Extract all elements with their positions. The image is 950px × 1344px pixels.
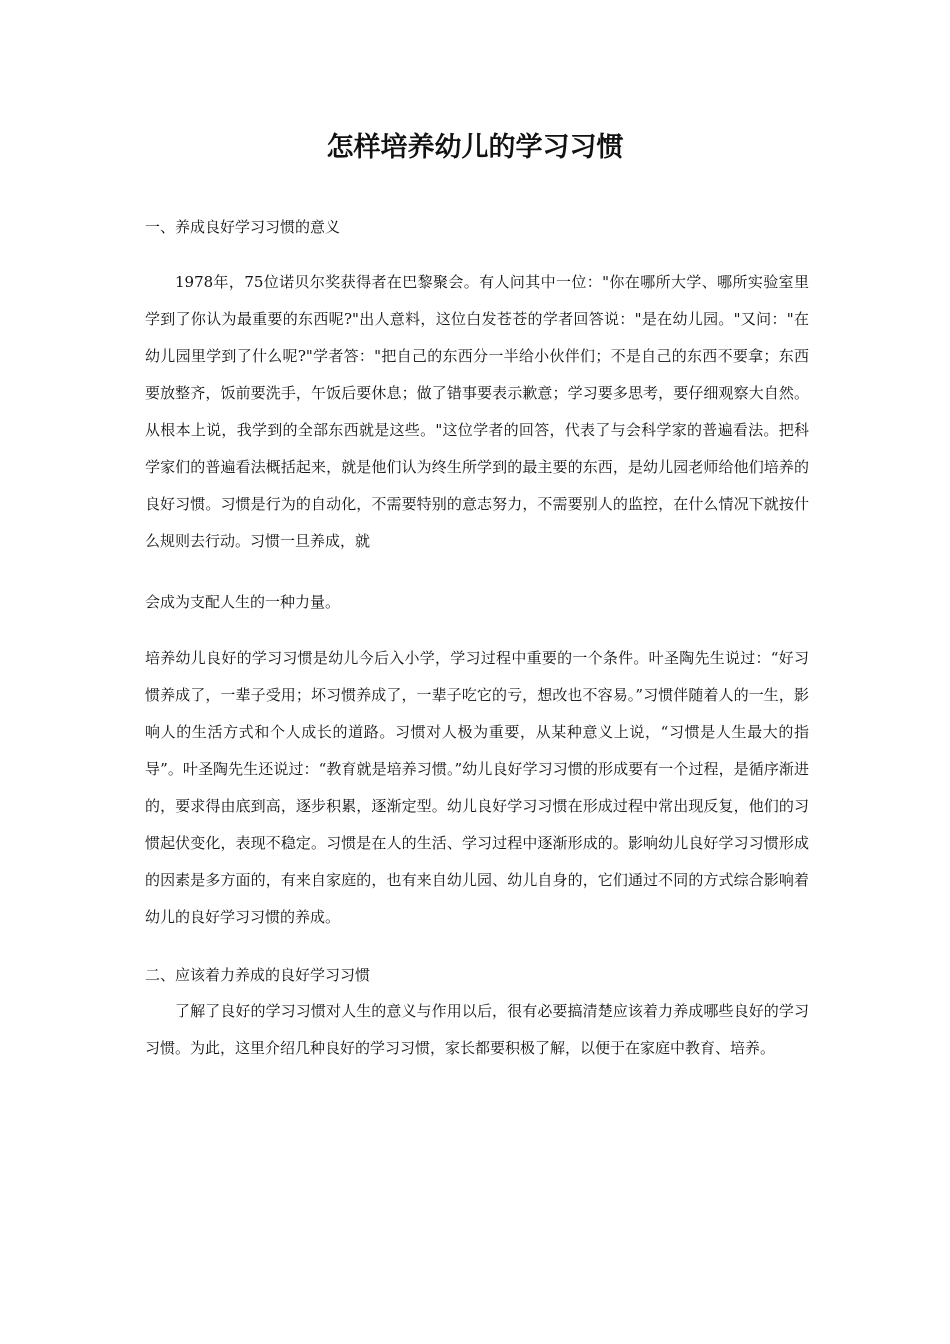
paragraph-habit-importance: 培养幼儿良好的学习习惯是幼儿今后入小学，学习过程中重要的一个条件。叶圣陶先生说过：“好习惯养成了，一辈子受用；坏习惯养成了，一辈子吃它的亏，想改也不容易。”习惯伴随着人的一生，影响人的生活方式和个人成长的道路。习惯对人极为重要，从某种意义上说，“习惯是人生最大的指导”。叶圣陶先生还说过：“教育就是培养习惯。”幼儿良好学习习惯的形成要有一个过程，是循序渐进的，要求得由底到高，逐步积累，逐渐定型。幼儿良好学习习惯在形成过程中常出现反复，他们的习惯起伏变化，表现不稳定。习惯是在人的生活、学习过程中逐渐形成的。影响幼儿良好学习习惯形成的因素是多方面的，有来自家庭的，也有来自幼儿园、幼儿自身的，它们通过不同的方式综合影响着幼儿的良好学习习惯的养成。 (145, 649, 809, 926)
paragraph-continuation: 会成为支配人生的一种力量。 (145, 593, 341, 611)
section-heading-1: 一、养成良好学习习惯的意义 (145, 218, 341, 236)
paragraph-habits-intro: 了解了良好的学习习惯对人生的意义与作用以后，很有必要搞清楚应该着力养成哪些良好的学习习惯。为此，这里介绍几种良好的学习习惯，家长都要积极了解，以便于在家庭中教育、培养。 (145, 1002, 809, 1057)
section-heading-2: 二、应该着力养成的良好学习习惯 (145, 966, 371, 984)
paragraph-nobel-story: 1978年，75位诺贝尔奖获得者在巴黎聚会。有人问其中一位："你在哪所大学、哪所实验室里学到了你认为最重要的东西呢?"出人意料，这位白发苍苍的学者回答说："是在幼儿园。"又问："在幼儿园里学到了什么呢?"学者答："把自己的东西分一半给小伙伴们；不是自己的东西不要拿；东西要放整齐，饭前要洗手，午饭后要休息；做了错事要表示歉意；学习要多思考，要仔细观察大自然。从根本上说，我学到的全部东西就是这些。"这位学者的回答，代表了与会科学家的普遍看法。把科学家们的普遍看法概括起来，就是他们认为终生所学到的最主要的东西，是幼儿园老师给他们培养的良好习惯。习惯是行为的自动化，不需要特别的意志努力，不需要别人的监控，在什么情况下就按什么规则去行动。习惯一旦养成，就 (145, 273, 809, 550)
document-title: 怎样培养幼儿的学习习惯 (326, 132, 624, 163)
